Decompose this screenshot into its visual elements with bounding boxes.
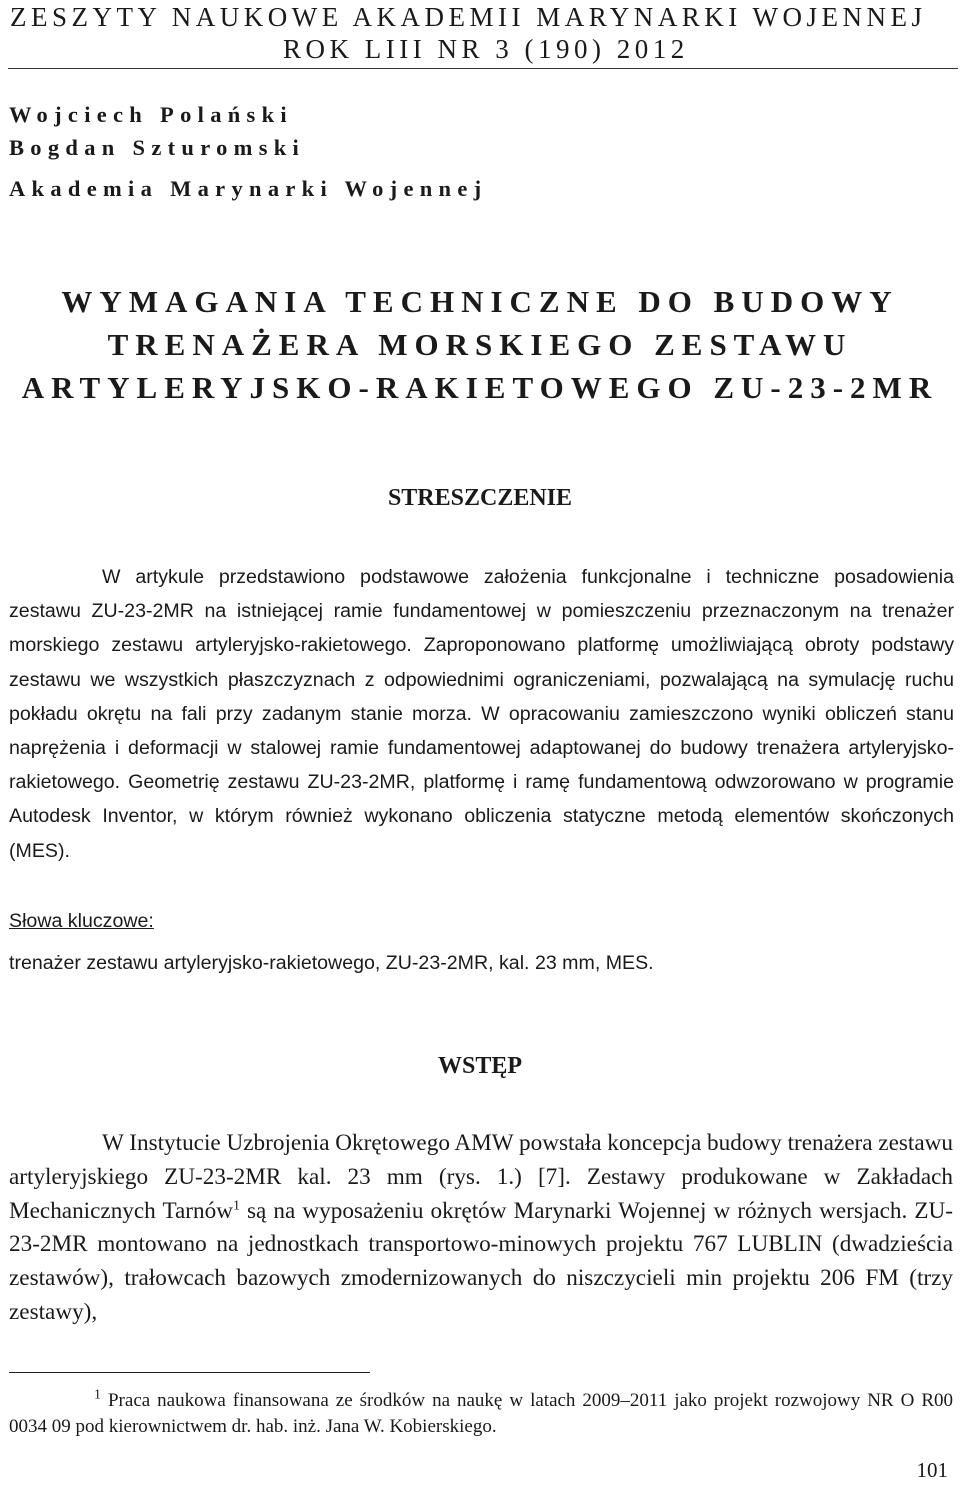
footnote-reference: 1 [232,1197,240,1213]
footnote-text: Praca naukowa finansowana ze środków na naukę w latach 2009–2011 jako projekt rozwojowy NR O R00 0034 09 pod kierownictwem dr. hab. inż. Jana W. Kobierskiego. [9,1390,953,1437]
keywords-label: Słowa kluczowe: [9,910,154,932]
footnote-rule [9,1372,370,1373]
article-title-line: ARTYLERYJSKO-RAKIETOWEGO ZU-23-2MR [21,370,939,405]
footnote [9,1388,953,1440]
introduction-text: W Instytucie Uzbrojenia Okrętowego AMW powstała koncepcja budowy trenażera zestawu artyleryjskiego ZU-23-2MR kal. 23 mm (rys. 1.) [7]. Zestawy produkowane w Zakładach Mechanicznych Tarnów [9,1130,953,1224]
section-heading: WSTĘP [437,1053,523,1079]
author-name: Wojciech Polański [9,102,293,127]
header-rule [8,68,958,69]
author-affiliation: Akademia Marynarki Wojennej [9,176,488,201]
journal-issue: ROK LIII NR 3 (190) 2012 [283,34,689,64]
article-title-line: WYMAGANIA TECHNICZNE DO BUDOWY [61,284,899,319]
introduction-paragraph [9,1127,953,1330]
author-name: Bogdan Szturomski [9,135,306,160]
abstract-text: W artykule przedstawiono podstawowe założenia funkcjonalne i techniczne posadowienia zestawu ZU-23-2MR na istniejącej ramie fundamentowej w pomieszczeniu przeznaczonym na trenażer morskiego zestawu artyleryjsko-rakietowego. Zaproponowano platformę umożliwiającą obroty podstawy zestawu we wszystkich płaszczyznach z odpowiednimi ograniczeniami, pozwalającą na symulację ruchu pokładu okrętu na fali przy zadanym stanie morza. W opracowaniu zamieszczono wyniki obliczeń stanu naprężenia i deformacji w stalowej ramie fundamentowej adaptowanej do budowy trenażera artyleryjsko-rakietowego. Geometrię zestawu ZU-23-2MR, platformę i ramę fundamentową odwzorowano w programie Autodesk Inventor, w którym również wykonano obliczenia statyczne metodą elementów skończonych (MES). [9,566,954,862]
keywords-text: trenażer zestawu artyleryjsko-rakietowego, ZU-23-2MR, kal. 23 mm, MES. [9,952,654,974]
journal-name: ZESZYTY NAUKOWE AKADEMII MARYNARKI WOJENNEJ [10,2,927,32]
page-number: 101 [916,1458,948,1482]
abstract-heading: STRESZCZENIE [387,485,573,511]
article-title-line: TRENAŻERA MORSKIEGO ZESTAWU [107,327,853,362]
introduction-text-continued: są na wyposażeniu okrętów Marynarki Wojennej w różnych wersjach. ZU-23-2MR montowano na jednostkach transportowo-minowych projektu 767 LUBLIN (dwadzieścia zestawów), trałowcach bazowych zmodernizowanych do niszczycieli min projektu 206 FM (trzy zestawy), [9,1197,953,1325]
footnote-marker: 1 [94,1387,101,1403]
